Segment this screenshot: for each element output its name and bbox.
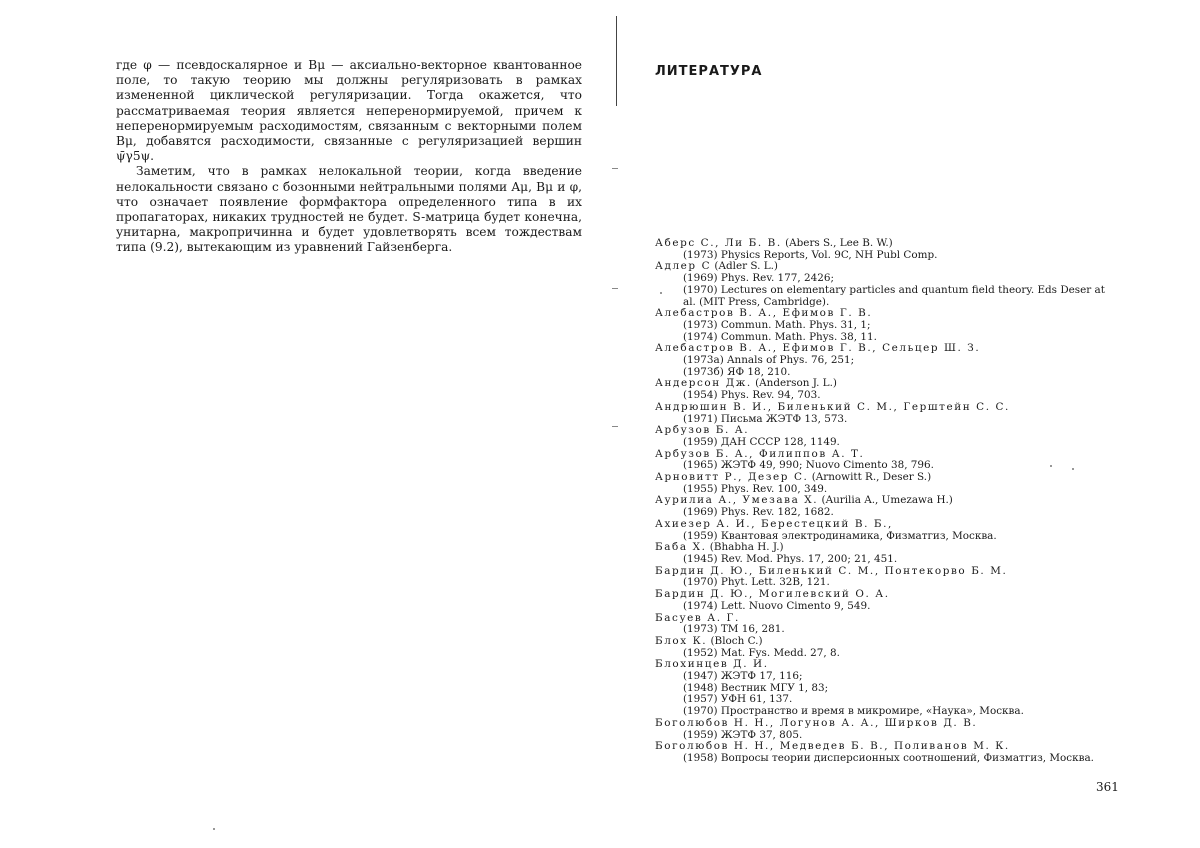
reference-author-latin: (Abers S., Lee B. W.) [781,238,893,249]
reference-entry: (1973а) Annals of Phys. 76, 251; [683,354,855,367]
gutter-mark [612,168,618,169]
reference-entry: (1945) Rev. Mod. Phys. 17, 200; 21, 451. [683,552,898,565]
reference-author-latin: (Bhabha H. J.) [706,542,784,554]
left-page-text [116,58,582,256]
reference-author-latin: (Aurilia A., Umezawa H.) [818,495,953,507]
reference-entry: (1959) ДАН СССР 128, 1149. [683,435,840,448]
reference-entry: (1959) ЖЭТФ 37, 805. [683,728,803,741]
reference-author-name: Аберс С., Ли Б. В. [655,238,782,249]
reference-author-latin: (Anderson J. L.) [751,378,837,390]
reference-list [655,238,1117,765]
reference-author-name: Адлер С [655,261,712,273]
reference-author-name: Боголюбов Н. Н., Логунов А. А., Ширков Д. В. [655,717,978,729]
reference-author-name: Ахиезер А. И., Берестецкий В. Б., [655,518,893,530]
reference-entry: (1948) Вестник МГУ 1, 83; [683,681,829,694]
gutter-mark [612,426,618,427]
reference-entry: (1974) Commun. Math. Phys. 38, 11. [683,330,877,343]
reference-entry: (1973) Physics Reports, Vol. 9C, NH Publ Comp. [683,248,938,261]
reference-entry: (1969) Phys. Rev. 182, 1682. [683,506,834,519]
reference-entry: (1957) УФН 61, 137. [683,693,793,706]
reference-author-latin: (Arnowitt R., Deser S.) [808,472,932,484]
left-paragraph-1: где φ — псевдоскалярное и Bμ — аксиально-векторное квантованное поле, то такую теорию мы должны регуляризовать в рамках измененной циклической регуляризации. Тогда окажется, что рассматриваемая теория является неперенормируемой, причем к неперенормируемым расходимостям, связанным с векторными полем Bμ, добавятся расходимости, связанные с регуляризацией вершин ψ̄γ5ψ. [116,58,582,164]
reference-author-name: Бардин Д. Ю., Биленький С. М., Понтекорво Б. М. [655,565,1008,577]
reference-author [655,636,1117,648]
reference-author-latin: (Bloch C.) [707,635,763,647]
reference-author-latin: (Adler S. L.) [711,261,778,273]
reference-entry: (1955) Phys. Rev. 100, 349. [683,482,828,495]
reference-author-name: Андрюшин В. И., Биленький С. М., Герштейн С. С. [655,401,1010,413]
reference-author [655,402,1117,414]
reference-author-name: Алебастров В. А., Ефимов Г. В. [655,308,873,320]
reference-entry: (1973б) ЯФ 18, 210. [683,365,791,378]
reference-author-name: Баба Х. [655,542,707,554]
page-title: ЛИТЕРАТУРА [655,64,763,79]
scan-speck [213,828,215,830]
reference-entry: (1970) Phyt. Lett. 32B, 121. [683,576,830,589]
reference-author-name: Арбузов Б. А., Филиппов А. Т. [655,448,865,460]
reference-entry: (1974) Lett. Nuovo Cimento 9, 549. [683,599,871,612]
reference-author [655,519,1117,531]
reference-entry: (1970) Lectures on elementary particles and quantum field theory. Eds Deser at al. (MIT Press, Cambridge). [683,283,1105,308]
reference-author-name: Блохинцев Д. И. [655,659,769,671]
reference-entry: (1958) Вопросы теории дисперсионных соотношений, Физматгиз, Москва. [683,751,1094,764]
reference-author-name: Андерсон Дж. [655,378,752,390]
reference-entry: (1954) Phys. Rev. 94, 703. [683,389,821,402]
reference-entry: (1959) Квантовая электродинамика, Физматгиз, Москва. [683,529,997,542]
reference-author-name: Алебастров В. А., Ефимов Г. В., Сельцер Ш. З. [655,343,981,355]
reference-author [655,472,1117,484]
reference-entry: (1952) Mat. Fys. Medd. 27, 8. [683,646,840,659]
reference-entry: (1971) Письма ЖЭТФ 13, 573. [683,412,848,425]
reference-author-name: Боголюбов Н. Н., Медведев Б. В., Поливанов М. К. [655,741,1010,753]
reference-author-name: Бардин Д. Ю., Могилевский О. А. [655,589,890,601]
reference-entry: (1969) Phys. Rev. 177, 2426; [683,272,834,285]
left-paragraph-2: Заметим, что в рамках нелокальной теории, когда введение нелокальности связано с бозонными нейтральными полями Aμ, Bμ и φ, что означает появление формфактора определенного типа в их пропагаторах, никаких трудностей не будет. S-матрица будет конечна, унитарна, макропричинна и будет удовлетворять всем тождествам типа (9.2), вытекающим из уравнений Гайзенберга. [116,164,582,255]
reference-entry: (1973) Commun. Math. Phys. 31, 1; [683,318,871,331]
reference-entry: (1973) ТМ 16, 281. [683,623,785,636]
reference-author-name: Аурилиа А., Умезава Х. [655,495,819,507]
book-gutter [616,16,617,106]
reference-author [655,238,1117,250]
reference-entry: (1947) ЖЭТФ 17, 116; [683,670,803,683]
reference-entry: (1970) Пространство и время в микромире, «Наука», Москва. [683,705,1024,718]
reference-author-name: Блох К. [655,635,708,647]
reference-author-name: Арновитт Р., Дезер С. [655,472,809,484]
page-number: 361 [1096,780,1119,794]
reference-author-name: Басуев А. Г. [655,612,740,624]
gutter-mark [612,288,618,289]
reference-author-name: Арбузов Б. А. [655,425,750,437]
reference-entry: (1965) ЖЭТФ 49, 990; Nuovo Cimento 38, 796. [683,459,934,472]
reference-author [655,718,1117,730]
